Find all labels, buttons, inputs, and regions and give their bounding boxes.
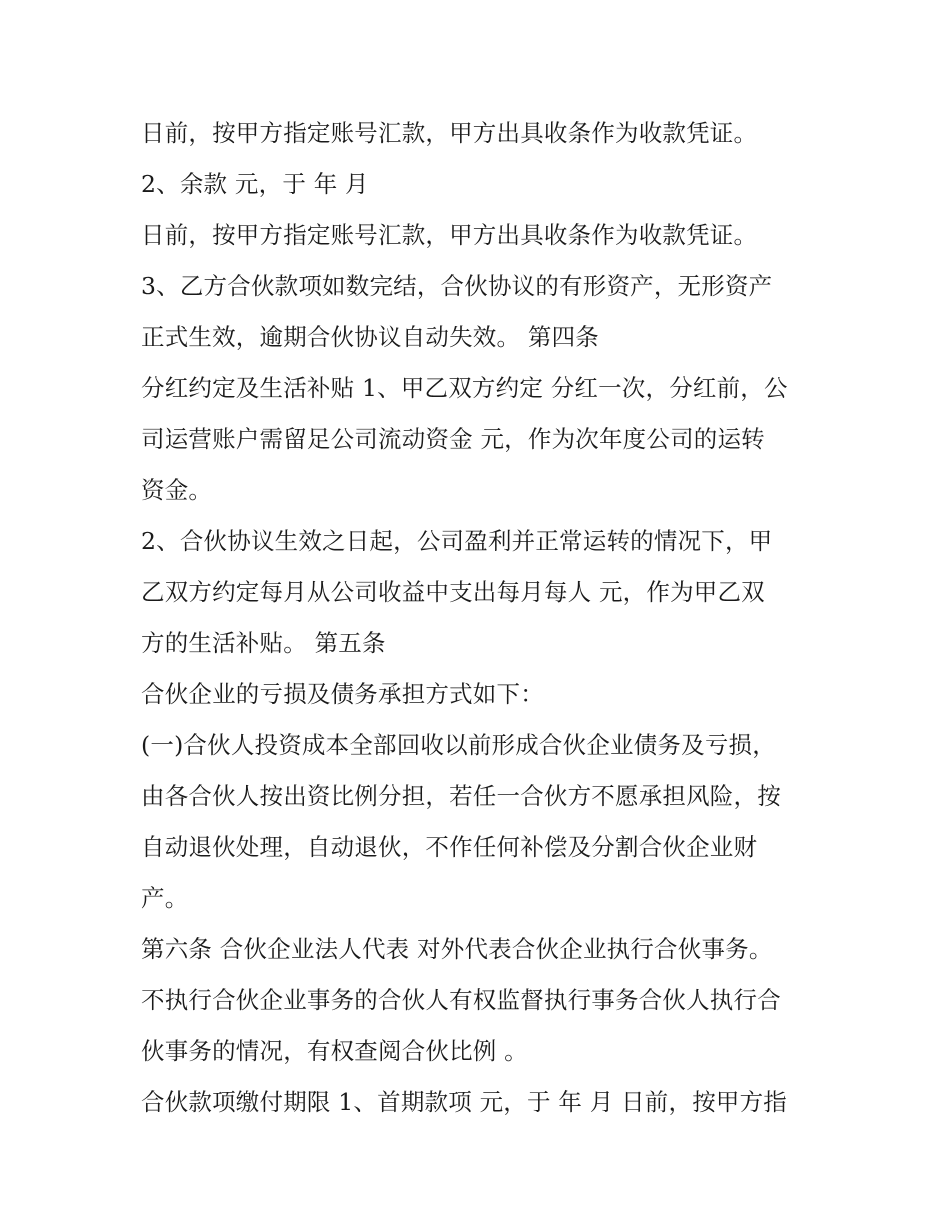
text-line: 由各合伙人按出资比例分担，若任一合伙方不愿承担风险，按 (141, 782, 781, 810)
text-line: 不执行合伙企业事务的合伙人有权监督执行事务合伙人执行合 (141, 986, 781, 1014)
text-line: 日前，按甲方指定账号汇款，甲方出具收条作为收款凭证。 (141, 221, 758, 249)
document-body (141, 108, 821, 1128)
text-line: 乙双方约定每月从公司收益中支出每月每人 元，作为甲乙双 (141, 578, 765, 606)
text-line: 第六条 合伙企业法人代表 对外代表合伙企业执行合伙事务。 (141, 935, 773, 963)
text-line: (一)合伙人投资成本全部回收以前形成合伙企业债务及亏损， (141, 731, 776, 759)
text-line: 合伙款项缴付期限 1、首期款项 元，于 年 月 日前，按甲方指 (141, 1088, 788, 1116)
text-line: 分红约定及生活补贴 1、甲乙双方约定 分红一次，分红前，公 (141, 374, 788, 402)
text-line: 伙事务的情况，有权查阅合伙比例 。 (141, 1037, 528, 1065)
text-line: 3、乙方合伙款项如数完结，合伙协议的有形资产，无形资产 (141, 272, 773, 300)
text-line: 司运营账户需留足公司流动资金 元，作为次年度公司的运转 (141, 425, 765, 453)
text-line: 2、余款 元，于 年 月 (141, 170, 369, 198)
text-line: 合伙企业的亏损及债务承担方式如下： (141, 680, 544, 708)
text-line: 资金。 (141, 476, 213, 504)
text-line: 产。 (141, 884, 189, 912)
text-line: 日前，按甲方指定账号汇款，甲方出具收条作为收款凭证。 (141, 119, 758, 147)
text-line: 自动退伙处理，自动退伙，不作任何补偿及分割合伙企业财 (141, 833, 758, 861)
text-line: 正式生效，逾期合伙协议自动失效。 第四条 (141, 323, 599, 351)
text-line: 方的生活补贴。 第五条 (141, 629, 386, 657)
text-line: 2、合伙协议生效之日起，公司盈利并正常运转的情况下，甲 (141, 527, 773, 555)
